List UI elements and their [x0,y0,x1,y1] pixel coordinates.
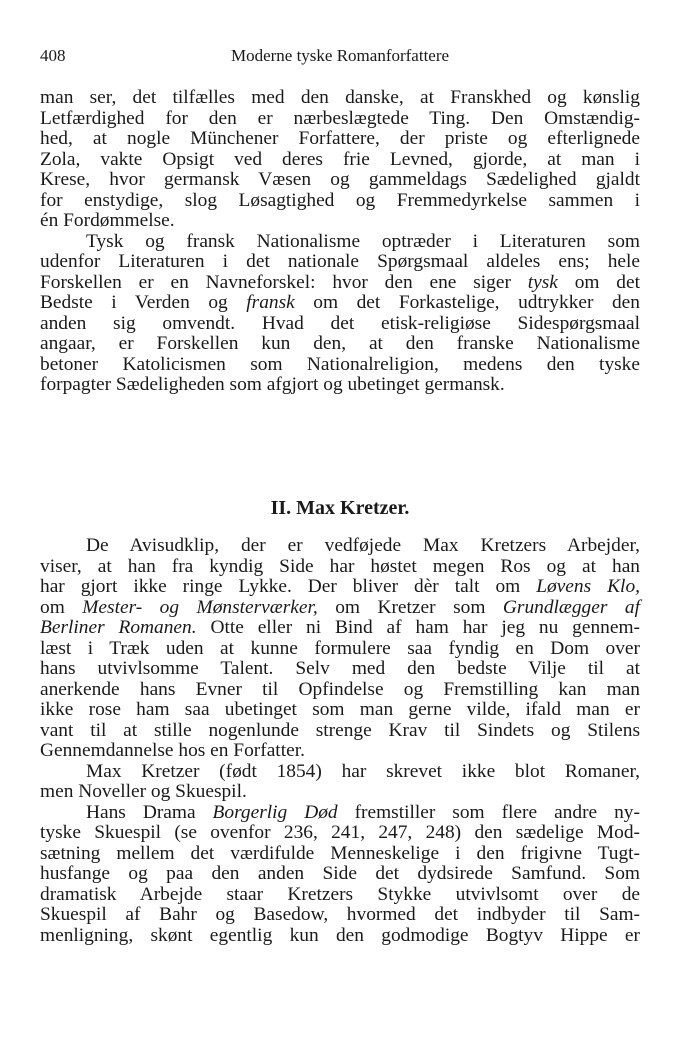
text-line: én Fordømmelse. [40,210,175,231]
emphasis: Løvens Klo, [536,576,640,597]
text-line: viser, at han fra kyndig Side har høstet megen Ros og at han [40,555,640,577]
emphasis: Borgerlig Død [212,801,338,823]
text-line: man ser, det tilfælles med den danske, at Franskhed og kønslig [40,87,640,108]
text-line: har gjort ikke ringe Lykke. Der bliver dèr talt om Løvens Klo, [40,576,640,597]
text-line: Forskellen er en Navneforskel: hvor den ene siger tysk om det [40,271,640,293]
text-line: hans utvivlsomme Talent. Selv med den bedste Vilje til at [40,658,640,679]
text-line: Bedste i Verden og fransk om det Forkastelige, udtrykker den [40,292,640,313]
text-line: Letfærdighed for den er nærbeslægtede Ting. Den Omstændig- [40,107,640,129]
page-number: 408 [40,46,66,65]
running-head [40,46,640,70]
text-line: forpagter Sædeligheden som afgjort og ubetinget germansk. [40,374,505,395]
text-line: betoner Katolicismen som Nationalreligion, medens den tyske [40,353,640,375]
text-line: sætning mellem det værdifulde Menneskelige i den frigivne Tugt- [40,842,640,864]
paragraph-first-line: Max Kretzer (født 1854) har skrevet ikke blot Romaner, [86,760,640,782]
emphasis: fransk [246,292,295,313]
running-title: Moderne tyske Romanforfattere [230,46,450,65]
body-text-bottom [40,536,640,946]
text-line: om Mester- og Mønsterværker, om Kretzer som Grundlægger af [40,596,640,618]
text-line: ikke rose ham saa ubetinget som man gerne vilde, ifald man er [40,699,640,720]
text-line: Skuespil af Bahr og Basedow, hvormed det indbyder til Sam- [40,904,640,925]
emphasis: Mester- og Mønsterværker, [82,596,318,618]
paragraph-first-line: Hans Drama Borgerlig Død fremstiller som flere andre ny- [86,801,640,823]
text-line: men Noveller og Skuespil. [40,781,247,802]
text-line: vant til at stille nogenlunde strenge Krav til Sindets og Stilens [40,719,640,741]
emphasis: tysk [527,271,558,293]
text-line: anerkende hans Evner til Opfindelse og Fremstilling kan man [40,678,640,700]
emphasis: Berliner Romanen. [40,617,197,638]
text-line: dramatisk Arbejde staar Kretzers Stykke utvivlsomt over de [40,883,640,905]
chapter-heading: II. Max Kretzer. [270,497,410,519]
body-text-top [40,88,640,396]
text-line: Krese, hvor germansk Væsen og gammeldags Sædelighed gjaldt [40,169,640,190]
paragraph-first-line: Tysk og fransk Nationalisme optræder i Literaturen som [86,230,640,252]
text-line: menligning, skønt egentlig kun den godmodige Bogtyv Hippe er [40,924,640,946]
text-line: hed, at nogle Münchener Forfattere, der priste og efterlignede [40,128,640,149]
text-line: husfange og paa den anden Side det dydsirede Samfund. Som [40,863,640,884]
emphasis: Grundlægger af [502,596,640,618]
text-line: læst i Træk uden at kunne formulere saa fyndig en Dom over [40,637,640,659]
text-line: Berliner Romanen. Otte eller ni Bind af ham har jeg nu gennem- [40,617,640,638]
text-line: for enstydige, slog Løsagtighed og Fremmedyrkelse sammen i [40,189,640,211]
text-line: udenfor Literaturen i det nationale Spørgsmaal aldeles ens; hele [40,251,640,272]
paragraph-first-line: De Avisudklip, der er vedføjede Max Kretzers Arbejder, [86,535,640,556]
text-line: tyske Skuespil (se ovenfor 236, 241, 247, 248) den sædelige Mod- [40,822,640,843]
text-line: Zola, vakte Opsigt ved deres frie Levned, gjorde, at man i [40,148,640,170]
text-line: anden sig omvendt. Hvad det etisk-religiøse Sidespørgsmaal [40,312,640,334]
text-line: Gennemdannelse hos en Forfatter. [40,740,305,761]
text-line: angaar, er Forskellen kun den, at den franske Nationalisme [40,333,640,354]
